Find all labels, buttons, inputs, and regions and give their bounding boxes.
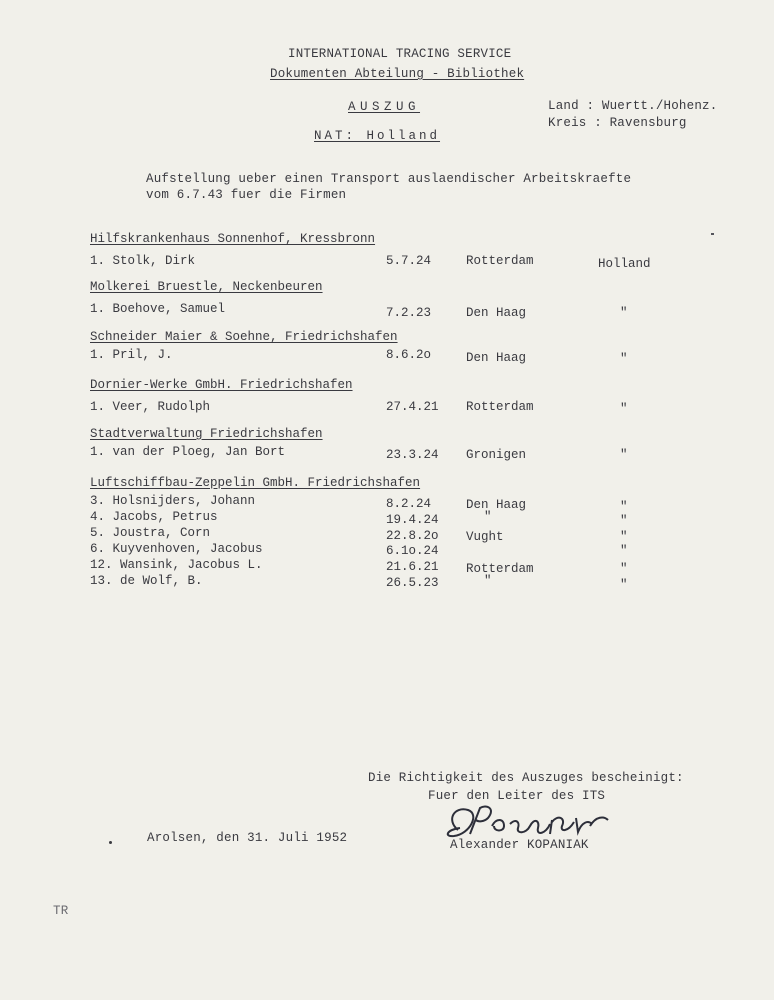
nationality-cell: ": [620, 402, 628, 416]
nationality-cell: ": [620, 578, 628, 592]
birth-place: Den Haag: [466, 498, 527, 512]
intro-line-2: vom 6.7.43 fuer die Firmen: [146, 188, 347, 202]
worker-name: 4. Jacobs, Petrus: [90, 510, 218, 524]
worker-row: [90, 254, 650, 269]
birth-place: Rotterdam: [466, 400, 534, 414]
birth-place: ": [484, 510, 492, 524]
company-name: Hilfskrankenhaus Sonnenhof, Kressbronn: [90, 232, 376, 246]
birth-date: 7.2.23: [386, 306, 432, 320]
company-section: [90, 232, 650, 272]
nationality-cell: ": [620, 562, 628, 576]
company-section: [90, 330, 650, 370]
ink-dot: [109, 841, 112, 844]
initials: TR: [53, 904, 69, 918]
company-section: [90, 280, 650, 320]
worker-name: 3. Holsnijders, Johann: [90, 494, 256, 508]
birth-date: 6.1o.24: [386, 544, 439, 558]
birth-date: 8.2.24: [386, 497, 432, 511]
company-name: Molkerei Bruestle, Neckenbeuren: [90, 280, 323, 294]
worker-name: 1. van der Ploeg, Jan Bort: [90, 445, 286, 459]
department-title: Dokumenten Abteilung - Bibliothek: [270, 67, 525, 81]
birth-place: Den Haag: [466, 306, 527, 320]
org-title: INTERNATIONAL TRACING SERVICE: [288, 47, 512, 61]
intro-line-1: Aufstellung ueber einen Transport auslaendischer Arbeitskraefte: [146, 172, 632, 186]
worker-name: 12. Wansink, Jacobus L.: [90, 558, 263, 572]
birth-date: 5.7.24: [386, 254, 432, 268]
worker-row: [90, 526, 650, 544]
worker-name: 1. Boehove, Samuel: [90, 302, 226, 316]
worker-name: 1. Stolk, Dirk: [90, 254, 196, 268]
worker-row: [90, 302, 650, 320]
birth-date: 26.5.23: [386, 576, 439, 590]
worker-name: 13. de Wolf, B.: [90, 574, 203, 588]
kreis-field: Kreis : Ravensburg: [548, 116, 687, 130]
signer-name: Alexander KOPANIAK: [450, 838, 589, 852]
nationality-cell: ": [620, 306, 628, 320]
birth-place: Rotterdam: [466, 254, 534, 268]
company-section: [90, 476, 650, 596]
company-name: Dornier-Werke GmbH. Friedrichshafen: [90, 378, 353, 392]
birth-place: ": [484, 574, 492, 588]
company-name: Stadtverwaltung Friedrichshafen: [90, 427, 323, 441]
nationality-cell: ": [620, 514, 628, 528]
place-and-date: Arolsen, den 31. Juli 1952: [147, 831, 348, 845]
nationality-cell: Holland: [598, 257, 651, 271]
worker-row: [90, 400, 650, 415]
birth-date: 19.4.24: [386, 513, 439, 527]
worker-row: [90, 574, 650, 592]
birth-place: Vught: [466, 530, 504, 544]
worker-row: [90, 494, 650, 514]
worker-name: 1. Pril, J.: [90, 348, 173, 362]
worker-name: 1. Veer, Rudolph: [90, 400, 211, 414]
worker-row: [90, 445, 650, 460]
worker-row: [90, 542, 650, 557]
worker-row: [90, 348, 650, 366]
nationality-cell: ": [620, 530, 628, 544]
birth-place: Gronigen: [466, 448, 527, 462]
worker-row: [90, 510, 650, 528]
birth-place: Rotterdam: [466, 562, 534, 576]
birth-date: 27.4.21: [386, 400, 439, 414]
company-name: Luftschiffbau-Zeppelin GmbH. Friedrichshafen: [90, 476, 421, 490]
worker-name: 6. Kuyvenhoven, Jacobus: [90, 542, 263, 556]
certification-line-2: Fuer den Leiter des ITS: [428, 789, 606, 803]
nationality: NAT: Holland: [314, 129, 441, 143]
certification-line-1: Die Richtigkeit des Auszuges bescheinigt:: [368, 771, 684, 785]
land-field: Land : Wuertt./Hohenz.: [548, 99, 718, 113]
birth-date: 21.6.21: [386, 560, 439, 574]
birth-place: Den Haag: [466, 351, 527, 365]
company-name: Schneider Maier & Soehne, Friedrichshafen: [90, 330, 398, 344]
company-section: [90, 427, 650, 467]
birth-date: 22.8.2o: [386, 529, 439, 543]
worker-name: 5. Joustra, Corn: [90, 526, 211, 540]
worker-row: [90, 558, 650, 576]
company-section: [90, 378, 650, 418]
nationality-cell: ": [620, 352, 628, 366]
document-type: AUSZUG: [348, 100, 421, 114]
nationality-cell: ": [620, 544, 628, 558]
birth-date: 8.6.2o: [386, 348, 432, 362]
birth-date: 23.3.24: [386, 448, 439, 462]
nationality-cell: ": [620, 500, 628, 514]
nationality-cell: ": [620, 448, 628, 462]
ink-mark: [711, 233, 714, 235]
